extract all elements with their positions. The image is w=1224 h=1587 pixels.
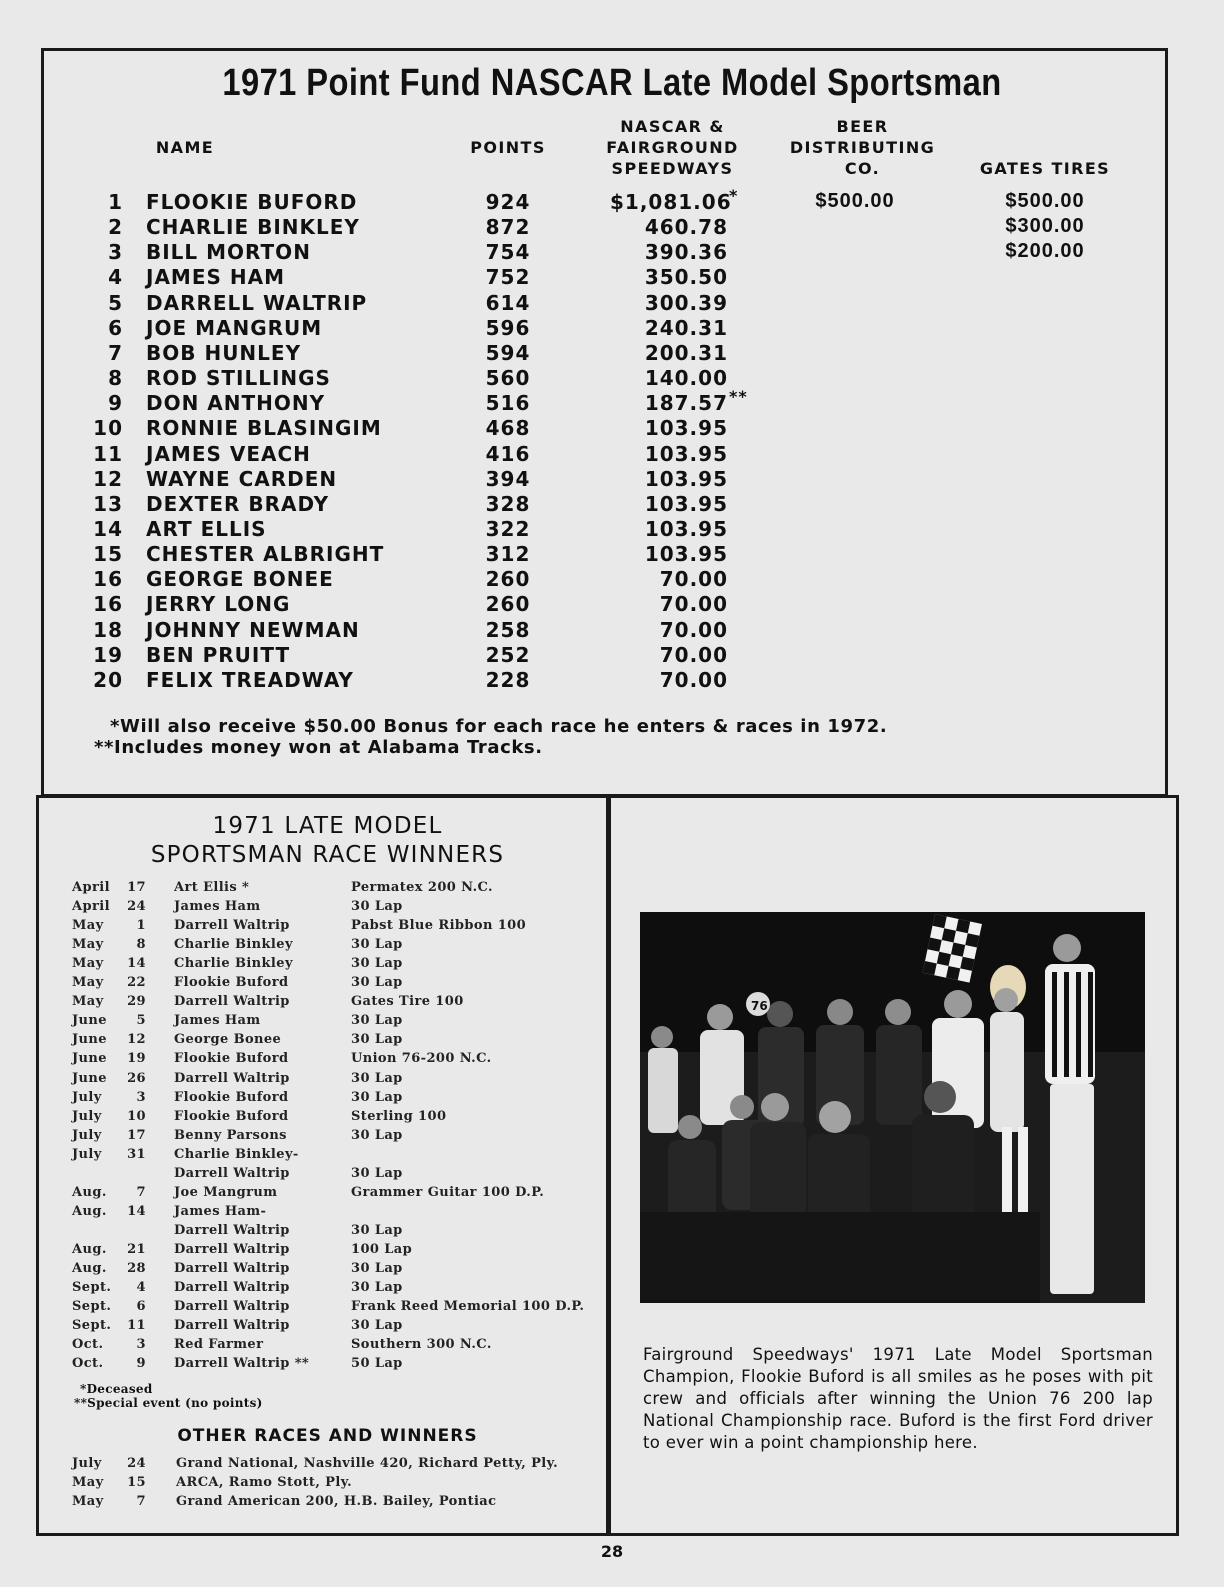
race-month: July [72, 1146, 102, 1162]
race-day: 9 [136, 1356, 146, 1372]
race-winner: Benny Parsons [174, 1127, 287, 1143]
race-day: 14 [127, 956, 146, 972]
header-points: POINTS [470, 138, 546, 157]
driver-name: ART ELLIS [146, 516, 267, 541]
driver-name: FLOOKIE BUFORD [146, 190, 358, 214]
race-winner: George Bonee [174, 1032, 282, 1048]
points-cell: 924 [485, 190, 531, 214]
race-day: 22 [127, 975, 146, 991]
points-cell: 468 [485, 416, 531, 441]
photo-caption: Fairground Speedways' 1971 Late Model Sportsman Champion, Flookie Buford is all smiles as he poses with pit crew and officials after winning the Union 76 200 lap National Championship race. Buford is the first Ford driver to ever win a point championship here. [643, 1345, 1153, 1452]
rank-cell: 12 [93, 466, 123, 491]
race-winner: Charlie Binkley [174, 956, 293, 972]
race-month: Aug. [72, 1241, 107, 1257]
race-event: 30 Lap [351, 937, 403, 953]
race-event: Southern 300 N.C. [351, 1337, 492, 1353]
driver-name: JOE MANGRUM [146, 315, 323, 340]
footnote-mark: * [729, 186, 739, 205]
driver-name: CHESTER ALBRIGHT [146, 542, 385, 567]
race-event: 30 Lap [351, 1165, 403, 1181]
rank-cell: 18 [93, 617, 123, 642]
race-month: July [72, 1089, 102, 1105]
race-event: 30 Lap [351, 899, 403, 915]
other-day: 24 [127, 1456, 146, 1471]
other-month: May [72, 1494, 104, 1509]
page-number: 28 [600, 1542, 624, 1561]
race-day: 14 [127, 1203, 146, 1219]
nascar-prize: $1,081.06 [610, 190, 732, 214]
race-month: May [72, 994, 104, 1010]
driver-name: FELIX TREADWAY [146, 667, 354, 692]
nascar-prize: 70.00 [659, 617, 728, 642]
driver-name: JAMES HAM [146, 265, 285, 290]
race-month: Oct. [72, 1337, 104, 1353]
race-day: 11 [127, 1318, 146, 1334]
race-month: May [72, 918, 104, 934]
driver-name: BILL MORTON [146, 240, 311, 265]
race-day: 1 [136, 918, 146, 934]
race-winner: Flookie Buford [174, 975, 289, 991]
race-winner: Joe Mangrum [174, 1184, 278, 1200]
rank-cell: 5 [108, 290, 123, 315]
beer-prize: $500.00 [815, 190, 895, 212]
nascar-prize: 103.95 [644, 416, 728, 441]
other-race-text: Grand National, Nashville 420, Richard Petty, Ply. [176, 1456, 559, 1471]
nascar-prize: 103.95 [644, 542, 728, 567]
gates-prize: $300.00 [1005, 215, 1085, 238]
nascar-prize: 103.95 [644, 516, 728, 541]
race-day: 6 [136, 1299, 146, 1315]
race-day: 3 [136, 1337, 146, 1353]
race-month: July [72, 1127, 102, 1143]
race-event: 30 Lap [351, 1280, 403, 1296]
points-cell: 560 [485, 366, 531, 391]
race-month: Oct. [72, 1356, 104, 1372]
points-cell: 614 [485, 290, 531, 315]
rank-cell: 4 [108, 265, 123, 290]
champion-photo [640, 912, 1145, 1303]
driver-name: CHARLIE BINKLEY [146, 215, 360, 240]
helmet-number: 76 [751, 999, 768, 1013]
race-winner: Charlie Binkley- [174, 1146, 299, 1162]
nascar-prize: 70.00 [659, 667, 728, 692]
header-beer: BEER DISTRIBUTING CO. [789, 117, 936, 178]
race-winner: James Ham [174, 899, 261, 915]
rank-cell: 16 [93, 567, 123, 592]
race-winner: Charlie Binkley [174, 937, 293, 953]
driver-name: DARRELL WALTRIP [146, 290, 368, 315]
other-day: 15 [127, 1475, 146, 1490]
race-month: Sept. [72, 1318, 112, 1334]
race-event: 50 Lap [351, 1356, 403, 1372]
driver-name: JAMES VEACH [146, 441, 311, 466]
rank-cell: 20 [93, 667, 123, 692]
points-cell: 872 [485, 215, 531, 240]
nascar-prize: 70.00 [659, 567, 728, 592]
points-cell: 594 [485, 340, 531, 365]
points-cell: 322 [485, 516, 531, 541]
race-day: 8 [136, 937, 146, 953]
race-month: May [72, 975, 104, 991]
points-cell: 516 [485, 391, 531, 416]
race-winner: Darrell Waltrip [174, 1318, 290, 1334]
race-event: 30 Lap [351, 975, 403, 991]
race-winner: Darrell Waltrip [174, 1261, 290, 1276]
race-month: Aug. [72, 1261, 107, 1276]
nascar-prize: 140.00 [644, 366, 728, 391]
rank-cell: 7 [108, 340, 123, 365]
header-nascar: NASCAR & FAIRGROUND SPEEDWAYS [606, 117, 739, 178]
race-event: 30 Lap [351, 1070, 403, 1086]
driver-name: GEORGE BONEE [146, 567, 334, 592]
driver-name: JERRY LONG [146, 592, 291, 617]
rank-cell: 10 [93, 416, 123, 441]
gates-prize: $200.00 [1005, 240, 1085, 263]
race-month: April [72, 880, 110, 895]
gates-prize: $500.00 [1005, 190, 1085, 212]
race-day: 24 [127, 899, 146, 915]
race-month: Sept. [72, 1280, 112, 1296]
race-day: 17 [127, 880, 146, 895]
point-fund-title: 1971 Point Fund NASCAR Late Model Sportsman [222, 62, 1002, 104]
rank-cell: 1 [108, 190, 123, 214]
rank-cell: 11 [93, 441, 123, 466]
race-event: 100 Lap [351, 1241, 413, 1257]
driver-name: RONNIE BLASINGIM [146, 416, 382, 441]
points-cell: 252 [485, 642, 531, 667]
race-winner: Darrell Waltrip [174, 1299, 290, 1315]
race-day: 26 [127, 1070, 146, 1086]
driver-name: DON ANTHONY [146, 391, 326, 416]
points-cell: 596 [485, 315, 531, 340]
footnote-mark: ** [729, 387, 748, 407]
nascar-prize: 187.57 [644, 391, 728, 416]
driver-name: BOB HUNLEY [146, 340, 302, 365]
race-day: 4 [136, 1280, 146, 1296]
race-day: 17 [127, 1127, 146, 1143]
race-winner: Darrell Waltrip ** [174, 1356, 310, 1372]
race-event: Union 76-200 N.C. [351, 1051, 492, 1067]
race-event: 30 Lap [351, 1318, 403, 1334]
race-event: 30 Lap [351, 1127, 403, 1143]
points-cell: 312 [485, 542, 531, 567]
rank-cell: 3 [108, 240, 123, 265]
race-winner: Flookie Buford [174, 1108, 289, 1124]
race-day: 28 [127, 1261, 146, 1276]
race-month: July [72, 1108, 102, 1124]
header-gates: GATES TIRES [979, 159, 1111, 178]
race-month: June [72, 1032, 107, 1048]
race-event: Frank Reed Memorial 100 D.P. [351, 1299, 585, 1315]
other-month: May [72, 1475, 104, 1490]
race-winner: Darrell Waltrip [174, 1280, 290, 1296]
nascar-prize: 70.00 [659, 642, 728, 667]
driver-name: WAYNE CARDEN [146, 466, 338, 491]
race-winner: Darrell Waltrip [174, 918, 290, 934]
driver-name: JOHNNY NEWMAN [146, 617, 360, 642]
race-month: April [72, 899, 110, 915]
other-race-text: ARCA, Ramo Stott, Ply. [176, 1475, 353, 1490]
race-month: June [72, 1070, 107, 1086]
other-month: July [72, 1456, 102, 1471]
other-race-text: Grand American 200, H.B. Bailey, Pontiac [176, 1494, 497, 1509]
race-event: 30 Lap [351, 1222, 403, 1238]
race-month: June [72, 1051, 107, 1067]
race-event: 30 Lap [351, 1261, 403, 1276]
race-day: 10 [127, 1108, 146, 1124]
race-winner: Darrell Waltrip [174, 1070, 290, 1086]
race-day: 19 [127, 1051, 146, 1067]
rank-cell: 8 [108, 366, 123, 391]
race-event: Pabst Blue Ribbon 100 [351, 918, 527, 934]
race-day: 7 [136, 1184, 146, 1200]
points-cell: 754 [485, 240, 531, 265]
nascar-prize: 300.39 [644, 290, 728, 315]
points-cell: 260 [485, 592, 531, 617]
race-winner: Flookie Buford [174, 1089, 289, 1105]
nascar-prize: 200.31 [644, 340, 728, 365]
race-winner: Red Farmer [174, 1337, 264, 1353]
race-day: 3 [136, 1089, 146, 1105]
nascar-prize: 103.95 [644, 466, 728, 491]
race-month: June [72, 1013, 107, 1029]
race-winner: Darrell Waltrip [174, 1241, 290, 1257]
rank-cell: 2 [108, 215, 123, 240]
nascar-prize: 103.95 [644, 491, 728, 516]
race-event: 30 Lap [351, 1013, 403, 1029]
race-event: 30 Lap [351, 1089, 403, 1105]
header-name: NAME [155, 138, 215, 157]
points-cell: 394 [485, 466, 531, 491]
race-day: 31 [127, 1146, 146, 1162]
race-month: Sept. [72, 1299, 112, 1315]
race-winner: James Ham- [174, 1203, 267, 1219]
points-cell: 260 [485, 567, 531, 592]
race-month: May [72, 956, 104, 972]
rank-cell: 16 [93, 592, 123, 617]
race-event: Grammer Guitar 100 D.P. [351, 1184, 545, 1200]
race-month: Aug. [72, 1203, 107, 1219]
other-day: 7 [136, 1494, 146, 1509]
race-month: May [72, 937, 104, 953]
race-event: Sterling 100 [351, 1108, 447, 1124]
nascar-prize: 103.95 [644, 441, 728, 466]
note-alabama: **Includes money won at Alabama Tracks. [94, 737, 543, 758]
race-winner: Darrell Waltrip [174, 994, 290, 1010]
race-winner: Darrell Waltrip [174, 1222, 290, 1238]
nascar-prize: 240.31 [644, 315, 728, 340]
points-cell: 416 [485, 441, 531, 466]
race-day: 21 [127, 1241, 146, 1257]
note-deceased: *Deceased [80, 1382, 153, 1396]
points-cell: 752 [485, 265, 531, 290]
points-cell: 328 [485, 491, 531, 516]
driver-name: ROD STILLINGS [146, 366, 331, 391]
race-day: 5 [136, 1013, 146, 1029]
points-cell: 228 [485, 667, 531, 692]
race-day: 29 [127, 994, 146, 1010]
race-event: Gates Tire 100 [351, 994, 464, 1010]
race-event: Permatex 200 N.C. [351, 880, 493, 895]
race-winner: Darrell Waltrip [174, 1165, 290, 1181]
rank-cell: 19 [93, 642, 123, 667]
nascar-prize: 460.78 [644, 215, 728, 240]
race-month: Aug. [72, 1184, 107, 1200]
driver-name: BEN PRUITT [146, 642, 291, 667]
race-winner: Art Ellis * [174, 880, 250, 895]
nascar-prize: 350.50 [644, 265, 728, 290]
race-event: 30 Lap [351, 956, 403, 972]
rank-cell: 6 [108, 315, 123, 340]
race-day: 12 [127, 1032, 146, 1048]
points-cell: 258 [485, 617, 531, 642]
race-winners-title: 1971 LATE MODEL SPORTSMAN RACE WINNERS [150, 813, 505, 868]
other-races-title: OTHER RACES AND WINNERS [177, 1426, 478, 1446]
driver-name: DEXTER BRADY [146, 491, 330, 516]
rank-cell: 9 [108, 391, 123, 416]
rank-cell: 14 [93, 516, 123, 541]
race-winner: James Ham [174, 1013, 261, 1029]
race-winner: Flookie Buford [174, 1051, 289, 1067]
rank-cell: 15 [93, 542, 123, 567]
nascar-prize: 390.36 [644, 240, 728, 265]
note-special-event: **Special event (no points) [74, 1396, 263, 1410]
note-bonus: *Will also receive $50.00 Bonus for each race he enters & races in 1972. [110, 716, 888, 737]
nascar-prize: 70.00 [659, 592, 728, 617]
rank-cell: 13 [93, 491, 123, 516]
race-event: 30 Lap [351, 1032, 403, 1048]
